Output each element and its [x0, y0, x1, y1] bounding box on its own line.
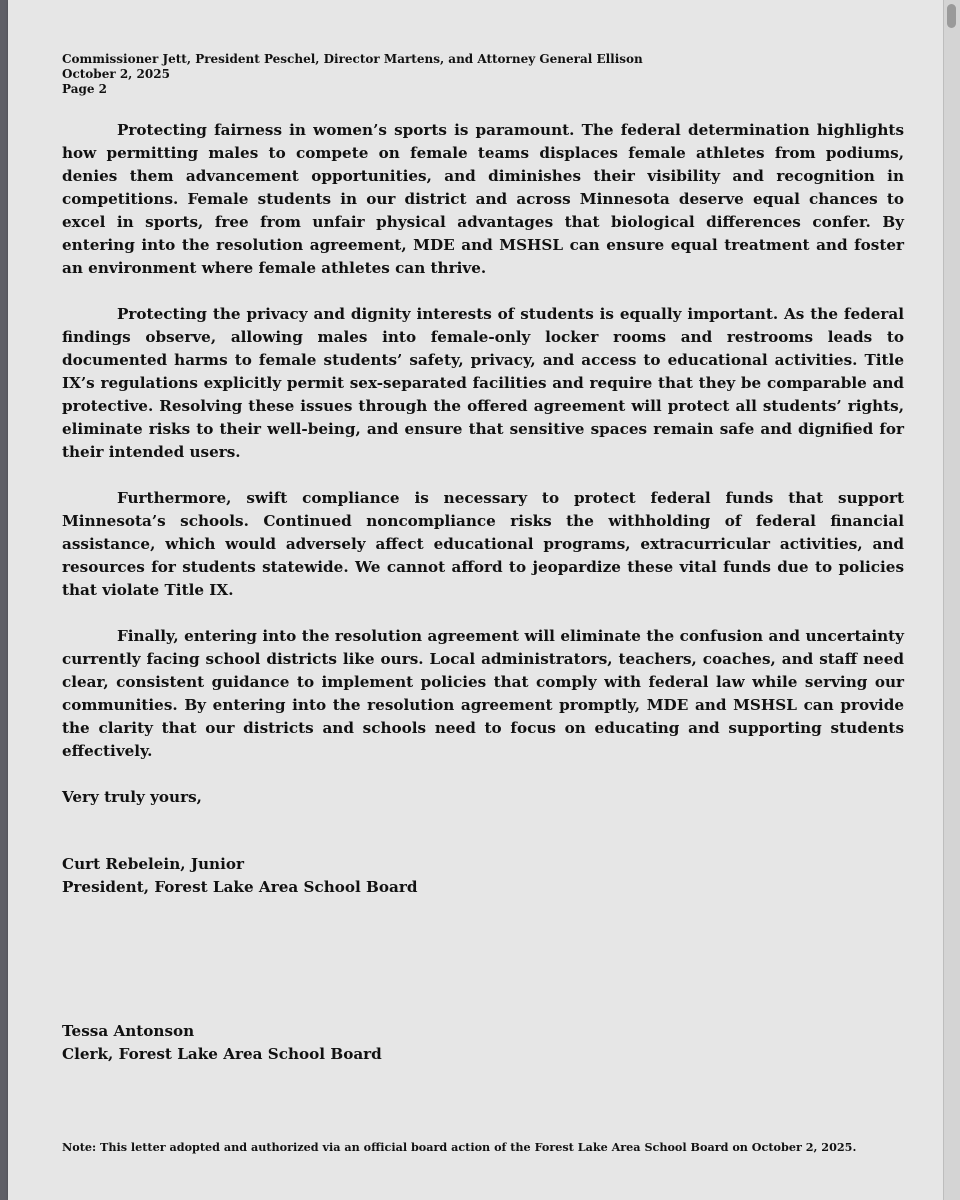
signatory-name: Tessa Antonson — [62, 1022, 195, 1040]
closing-salutation: Very truly yours, — [62, 788, 202, 806]
signatory-title: Clerk, Forest Lake Area School Board — [62, 1045, 382, 1063]
paragraph-privacy: Protecting the privacy and dignity interests of students is equally important. As the federal findings observe, allowing males into female-only locker rooms and restrooms leads to documented harms to female students’ safety, privacy, and access to educational activities. Title IX’s regulations explicitly permit sex-separated facilities and require that they be comparable and protective. Resolving these issues through the offered agreement will protect all students’ rights, eliminate risks to their well-being, and ensure that sensitive spaces remain safe and dignified for their intended users. — [62, 305, 904, 461]
header-page-number: Page 2 — [62, 82, 108, 96]
header-recipients: Commissioner Jett, President Peschel, Director Martens, and Attorney General Ellison — [62, 52, 643, 66]
paragraph-federal-funds: Furthermore, swift compliance is necessary to protect federal funds that support Minnesota’s schools. Continued noncompliance risks the withholding of federal financial assistance, which would adversely affect educational programs, extracurricular activities, and resources for students statewide. We cannot afford to jeopardize these vital funds due to policies that violate Title IX. — [62, 489, 904, 599]
board-action-note: Note: This letter adopted and authorized via an official board action of the Forest Lake Area School Board on October 2, 2025. — [62, 1140, 857, 1154]
vertical-scrollbar[interactable] — [943, 0, 960, 1200]
signatory-title: President, Forest Lake Area School Board — [62, 878, 418, 896]
paragraph-fairness: Protecting fairness in women’s sports is paramount. The federal determination highlights how permitting males to compete on female teams displaces female athletes from podiums, denies them advancement opportunities, and diminishes their visibility and recognition in competitions. Female students in our district and across Minnesota deserve equal chances to excel in sports, free from unfair physical advantages that biological differences confer. By entering into the resolution agreement, MDE and MSHSL can ensure equal treatment and foster an environment where female athletes can thrive. — [62, 121, 904, 277]
signature-block-clerk — [62, 1020, 382, 1066]
signature-block-president — [62, 853, 418, 899]
letter-page — [8, 0, 944, 1200]
scrollbar-thumb[interactable] — [947, 4, 956, 28]
letter-body — [62, 119, 904, 809]
header-date: October 2, 2025 — [62, 67, 170, 81]
paragraph-clarity: Finally, entering into the resolution agreement will eliminate the confusion and uncertainty currently facing school districts like ours. Local administrators, teachers, coaches, and staff need clear, consistent guidance to implement policies that comply with federal law while serving our communities. By entering into the resolution agreement promptly, MDE and MSHSL can provide the clarity that our districts and schools need to focus on educating and supporting students effectively. — [62, 627, 904, 760]
letter-header — [62, 52, 643, 97]
signatory-name: Curt Rebelein, Junior — [62, 855, 244, 873]
